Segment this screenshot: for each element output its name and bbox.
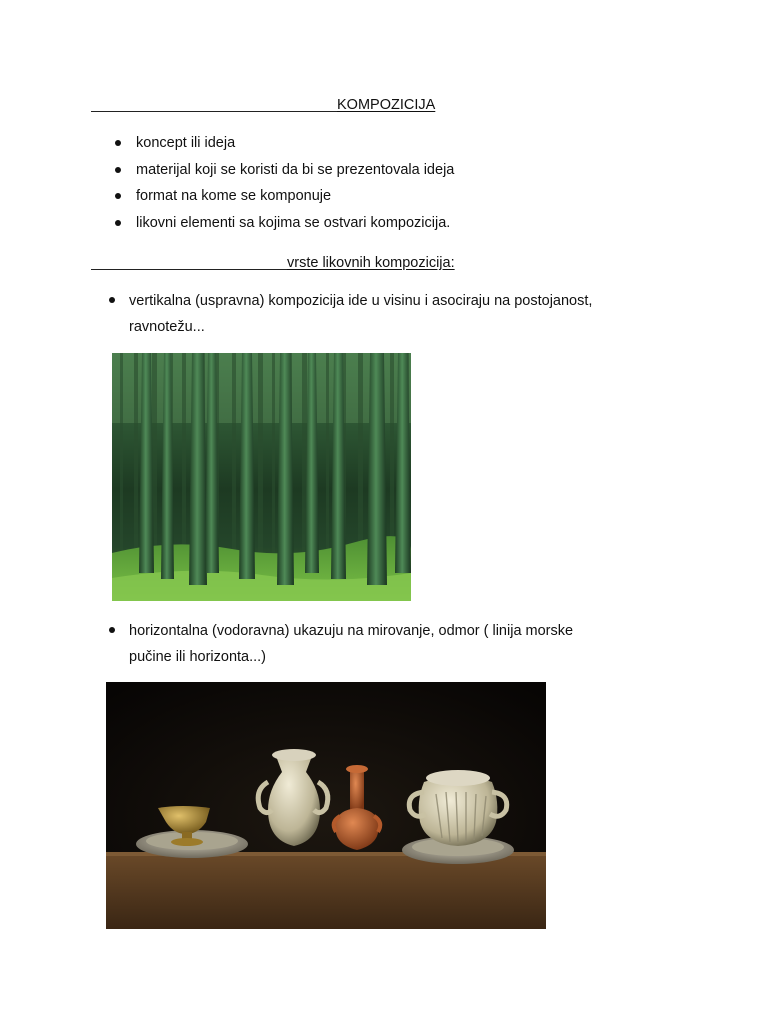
horizontal-line-2: pučine ili horizonta...) bbox=[129, 649, 267, 665]
vertical-line-2: ravnotežu... bbox=[129, 319, 205, 335]
list-item: koncept ili ideja bbox=[136, 135, 236, 151]
list-item: likovni elementi sa kojima se ostvari kompozicija. bbox=[136, 214, 451, 231]
bullet-icon bbox=[109, 297, 115, 303]
subtitle-rule bbox=[91, 269, 287, 270]
composition-elements-list bbox=[136, 130, 454, 236]
still-life-painting bbox=[106, 682, 546, 929]
bullet-icon bbox=[115, 140, 121, 146]
bullet-icon bbox=[109, 627, 115, 633]
forest-photo bbox=[112, 353, 411, 601]
list-item: materijal koji se koristi da bi se prezentovala ideja bbox=[136, 161, 455, 178]
section-subtitle: vrste likovnih kompozicija: bbox=[287, 255, 455, 271]
page-title: KOMPOZICIJA bbox=[337, 97, 436, 113]
bullet-icon bbox=[115, 193, 121, 199]
horizontal-composition-text bbox=[129, 618, 689, 670]
title-rule bbox=[91, 111, 337, 112]
bullet-icon bbox=[115, 220, 121, 226]
horizontal-line-1: horizontalna (vodoravna) ukazuju na mirovanje, odmor ( linija morske bbox=[129, 623, 574, 639]
list-item: format na kome se komponuje bbox=[136, 188, 332, 204]
bullet-icon bbox=[115, 167, 121, 173]
vertical-composition-text bbox=[129, 288, 689, 340]
vertical-line-1: vertikalna (uspravna) kompozicija ide u visinu i asociraju na postojanost, bbox=[129, 293, 593, 309]
